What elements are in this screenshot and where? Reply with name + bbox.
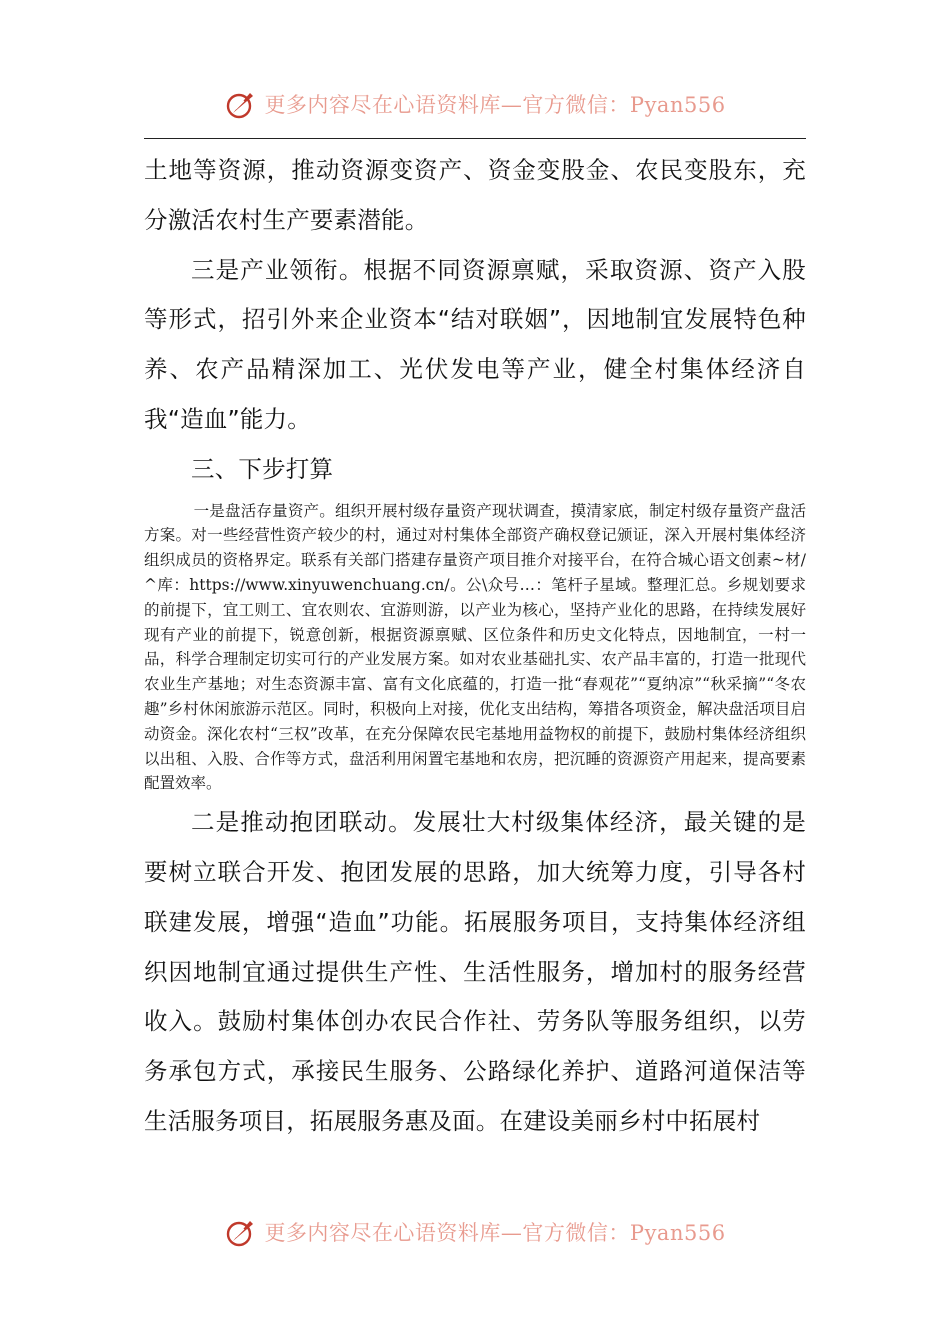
quill-pen-logo-icon <box>224 87 258 121</box>
section-heading-next-steps: 三、下步打算 <box>191 454 334 483</box>
paragraph-group-linkage: 二是推动抱团联动。发展壮大村级集体经济，最关键的是要树立联合开发、抱团发展的思路，加大统筹力度，引导各村联建发展，增强“造血”功能。拓展服务项目，支持集体经济组织因地制宜通过提供生产性、生活性服务，增加村的服务经营收入。鼓励村集体创办农民合作社、劳务队等服务组织，以劳务承包方式，承接民生服务、公路绿化养护、道路河道保洁等生活服务项目，拓展服务惠及面。在建设美丽乡村中拓展村 <box>144 808 806 1135</box>
paragraph-continuation: 土地等资源，推动资源变资产、资金变股金、农民变股东，充分激活农村生产要素潜能。 <box>144 156 806 234</box>
header-banner-text: 更多内容尽在心语资料库—官方微信：Pyan556 <box>264 93 726 117</box>
paragraph-industry-lead: 三是产业领衔。根据不同资源禀赋，采取资源、资产入股等形式，招引外来企业资本“结对联姻”，因地制宜发展特色种养、农产品精深加工、光伏发电等产业，健全村集体经济自我“造血”能力。 <box>144 255 806 433</box>
document-body <box>144 146 806 1147</box>
footer-banner <box>0 1212 950 1252</box>
quill-pen-logo-icon <box>224 1215 258 1249</box>
header-banner <box>0 84 950 124</box>
paragraph-revitalize-assets: 一是盘活存量资产。组织开展村级存量资产现状调查，摸清家底，制定村级存量资产盘活方案。对一些经营性资产较少的村，通过对村集体全部资产确权登记颁证，深入开展村集体经济组织成员的资格界定。联系有关部门搭建存量资产项目推介对接平台，在符合城心语文创素~材/^库：https://www.xinyuwenchuang.cn/。公\众号…：笔杆子星域。整理汇总。乡规划要求的前提下，宜工则工、宜农则农、宜游则游，以产业为核心，坚持产业化的思路，在持续发展好现有产业的前提下，锐意创新，根据资源禀赋、区位条件和历史文化特点，因地制宜，一村一品，科学合理制定切实可行的产业发展方案。如对农业基础扎实、农产品丰富的，打造一批现代农业生产基地；对生态资源丰富、富有文化底蕴的，打造一批“春观花”“夏纳凉”“秋采摘”“冬农趣”乡村休闲旅游示范区。同时，积极向上对接，优化支出结构，筹措各项资金，解决盘活项目启动资金。深化农村“三权”改革，在充分保障农民宅基地用益物权的前提下，鼓励村集体经济组织以出租、入股、合作等方式，盘活利用闲置宅基地和农房，把沉睡的资源资产用起来，提高要素配置效率。 <box>144 501 806 793</box>
footer-banner-text: 更多内容尽在心语资料库—官方微信：Pyan556 <box>264 1221 726 1245</box>
header-divider <box>144 138 806 139</box>
